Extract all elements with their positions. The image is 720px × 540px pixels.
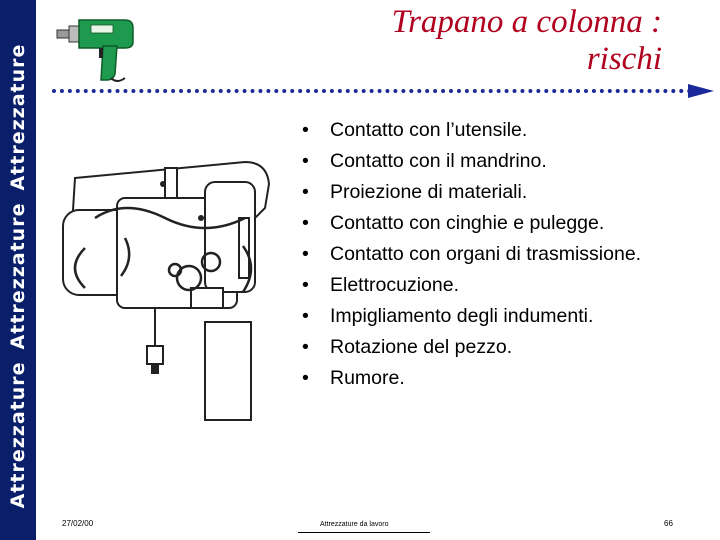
list-item	[302, 304, 702, 329]
electric-drill-icon	[55, 12, 145, 84]
sidebar-label: Attrezzature	[7, 361, 29, 509]
risk-list	[302, 118, 702, 397]
arrow-head-icon	[688, 84, 714, 98]
bullet-text: Rotazione del pezzo.	[330, 336, 513, 358]
bullet-text: Contatto con cinghie e pulegge.	[330, 212, 605, 234]
bullet-icon: •	[302, 181, 309, 203]
bullet-icon: •	[302, 243, 309, 265]
slide-title	[302, 4, 662, 78]
bullet-text: Impigliamento degli indumenti.	[330, 305, 594, 327]
list-item	[302, 149, 702, 174]
footer-divider	[298, 532, 430, 533]
bullet-icon: •	[302, 212, 309, 234]
bullet-text: Contatto con il mandrino.	[330, 150, 547, 172]
dotted-divider	[52, 89, 692, 93]
list-item	[302, 366, 702, 391]
list-item	[302, 273, 702, 298]
page-number: 66	[664, 519, 673, 528]
sidebar-text	[7, 32, 29, 509]
bullet-text: Contatto con l’utensile.	[330, 119, 528, 141]
bullet-text: Rumore.	[330, 367, 405, 389]
bullet-text: Proiezione di materiali.	[330, 181, 528, 203]
bullet-icon: •	[302, 274, 309, 296]
list-item	[302, 118, 702, 143]
title-line-1: Trapano a colonna :	[391, 4, 662, 40]
bullet-icon: •	[302, 367, 309, 389]
footer-date: 27/02/00	[62, 519, 94, 528]
bullet-icon: •	[302, 150, 309, 172]
bullet-icon: •	[302, 336, 309, 358]
title-line-2: rischi	[586, 41, 662, 77]
list-item	[302, 335, 702, 360]
sidebar-label: Attrezzature	[7, 43, 29, 191]
sidebar-label: Attrezzature	[7, 202, 29, 350]
footer-title: Attrezzature da lavoro	[320, 521, 389, 528]
list-item	[302, 242, 702, 267]
bullet-icon: •	[302, 305, 309, 327]
list-item	[302, 211, 702, 236]
sidebar-banner	[0, 0, 36, 540]
list-item	[302, 180, 702, 205]
bullet-text: Elettrocuzione.	[330, 274, 459, 296]
bullet-text: Contatto con organi di trasmissione.	[330, 243, 642, 265]
bullet-icon: •	[302, 119, 309, 141]
drill-press-illustration	[55, 158, 280, 423]
